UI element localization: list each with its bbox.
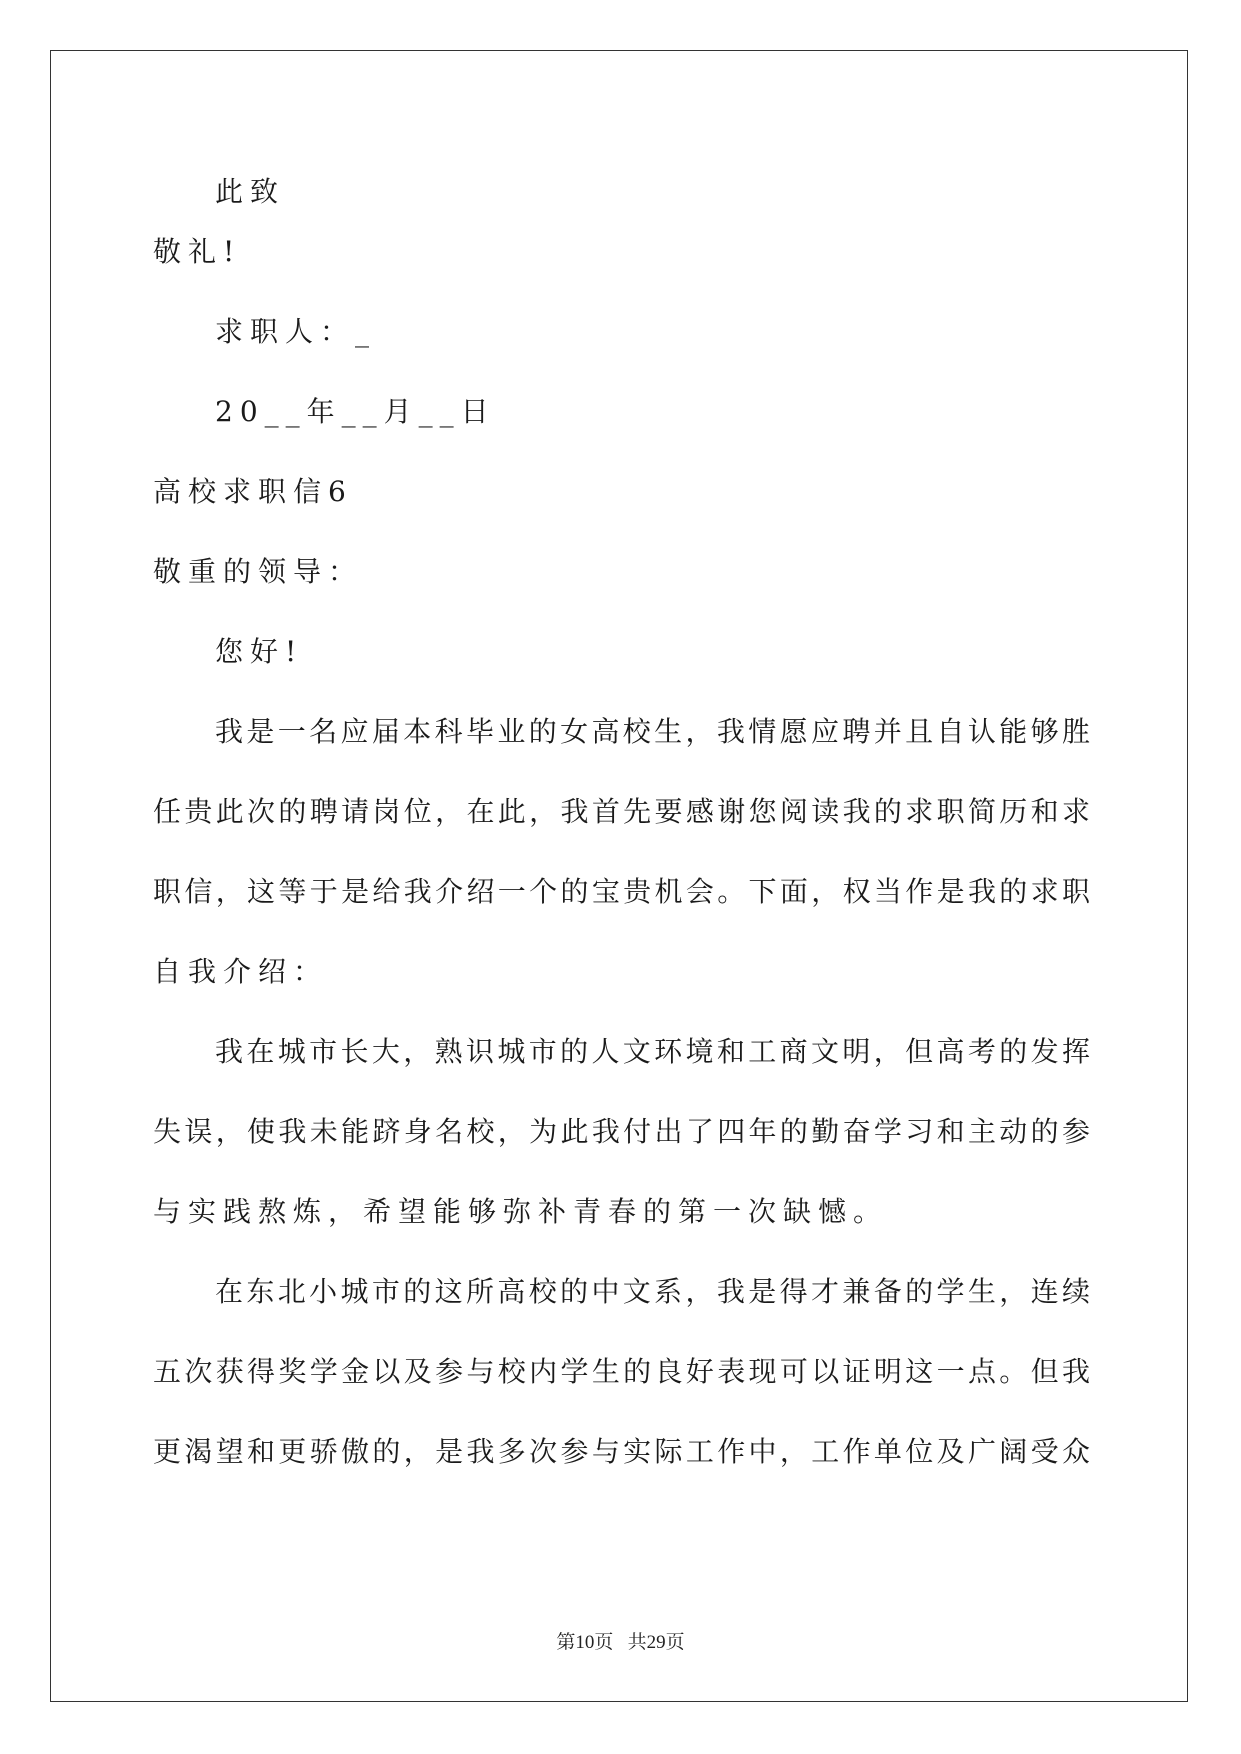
closing-regards: 敬礼! (153, 235, 242, 268)
paragraph-line: 在东北小城市的这所高校的中文系，我是得才兼备的学生，连续 (215, 1275, 1093, 1308)
applicant-signature: 求职人：_ (215, 315, 377, 348)
hello-line: 您好! (215, 635, 304, 668)
section-heading: 高校求职信6 (153, 475, 353, 508)
paragraph-line: 我在城市长大，熟识城市的人文环境和工商文明，但高考的发挥 (215, 1035, 1093, 1068)
paragraph-line: 失误，使我未能跻身名校，为此我付出了四年的勤奋学习和主动的参 (153, 1115, 1093, 1148)
paragraph-line: 职信，这等于是给我介绍一个的宝贵机会。下面，权当作是我的求职 (153, 875, 1093, 908)
paragraph-line: 五次获得奖学金以及参与校内学生的良好表现可以证明这一点。但我 (153, 1355, 1093, 1388)
closing-salutation: 此致 (215, 175, 286, 208)
paragraph-line: 与实践熬炼，希望能够弥补青春的第一次缺憾。 (153, 1195, 889, 1228)
letter-date: 20__年__月__日 (215, 395, 496, 428)
paragraph-line: 自我介绍： (153, 955, 329, 988)
paragraph-line: 更渴望和更骄傲的，是我多次参与实际工作中，工作单位及广阔受众 (153, 1435, 1093, 1468)
page-number: 第10页 共29页 (556, 1632, 685, 1653)
paragraph-line: 任贵此次的聘请岗位，在此，我首先要感谢您阅读我的求职简历和求 (153, 795, 1093, 828)
greeting-line: 敬重的领导： (153, 555, 364, 588)
paragraph-line: 我是一名应届本科毕业的女高校生，我情愿应聘并且自认能够胜 (215, 715, 1093, 748)
